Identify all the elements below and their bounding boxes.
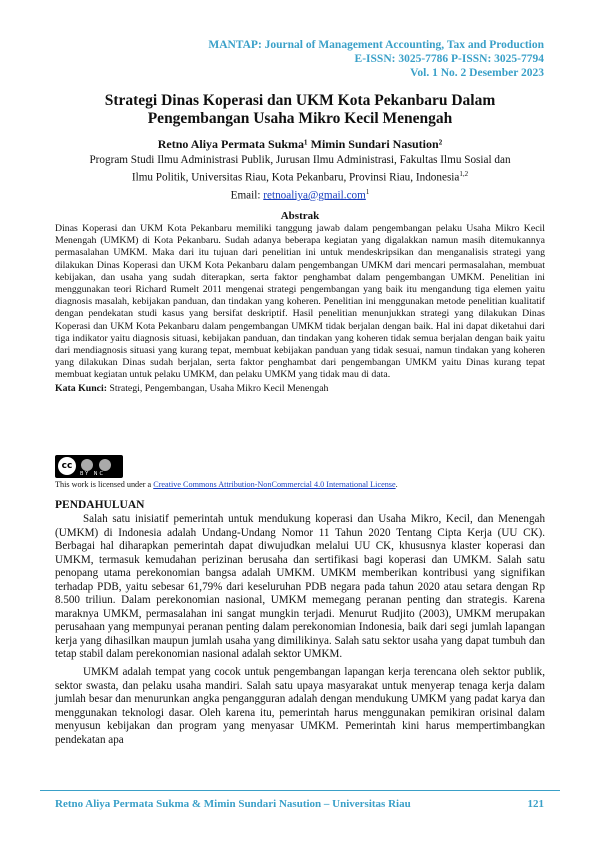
cc-license-badge[interactable]: [55, 455, 123, 478]
journal-name: MANTAP: Journal of Management Accounting, Tax and Production: [208, 39, 544, 51]
title-line-2: Pengembangan Usaha Mikro Kecil Menengah: [147, 110, 453, 127]
license-line: [55, 480, 398, 489]
abstract: [55, 223, 545, 395]
journal-header: [208, 38, 544, 80]
authors: Retno Aliya Permata Sukma¹ Mimin Sundari Nasution²: [157, 137, 443, 151]
paragraph-2: UMKM adalah tempat yang cocok untuk pengembangan lapangan kerja terencana oleh sektor publik, sektor swasta, dan pelaku usaha mandiri. Salah satu upaya masyarakat untuk menyerap tenaga kerja dalam jumlah besar dan menurunkan angka pengangguran adalah dengan mendukung UMKM yang padat karya dan menggunakan teknologi dasar. Oleh karena itu, pemerintah harus menggunakan pemikiran orisinal dalam menyusun kebijakan dan program yang menyasar UMKM. Pemerintah kini harus mempertimbangkan pendekatan apa: [55, 666, 545, 746]
by-icon: [81, 459, 93, 471]
title-line-1: Strategi Dinas Koperasi dan UKM Kota Pekanbaru Dalam: [104, 92, 496, 109]
affiliation: [55, 153, 545, 202]
body-text: [55, 513, 545, 751]
email-line: [55, 185, 545, 203]
license-text: This work is licensed under a: [55, 480, 154, 489]
cc-badge-labels: BY NC: [80, 471, 106, 477]
license-link[interactable]: Creative Commons Attribution-NonCommercial 4.0 International License: [153, 480, 396, 489]
abstract-text: Dinas Koperasi dan UKM Kota Pekanbaru memiliki tanggung jawab dalam pengembangan pelaku Usaha Mikro Kecil Menengah (UMKM) di Kota Pekanbaru. Sudah adanya beberapa kegiatan yang digalakkan namun masih ditemukannya permasalahan UMKM. Maka dari itu tujuan dari penelitian ini untuk mendeskripsikan dan menganalisis strategi yang dilakukan Dinas Koperasi dan UKM Kota Pekanbaru dalam pengembangan UMKM dari mencari permasalahan, membuat kebijakan, dan usaha yang sudah diterapkan, serta faktor penghambat dalam pengembangan UMKM. Penelitian ini menggunakan teori Richard Rumelt 2011 mengenai strategi pengembangan yang baik itu mengandung tiga elemen yaitu diagnosis masalah, kebijakan panduan, dan tindakan yang koheren. Penelitian ini menggunakan metode penelitian kualitatif dengan pendekatan studi kasus yang bersifat deskriptif. Hasil penelitian menunjukkan strategi yang dilakukan Dinas Koperasi dan UKM Kota Pekanbaru dalam pengembangan UMKM tidak berjalan dengan baik. Hal ini dapat diketahui dari tiga indikator yaitu diagnosis situasi, kebijakan panduan, dan tindakan yang koheren tidak semua berjalan dengan baik yaitu dari mendiagnosis situasi yang kurang tepat, membuat kebijakan panduan yang tidak sesuai, namun tindakan yang koheren yang dilakukan Dinas sudah berjalan, serta faktor penghambat dari pengembangan UMKM yaitu Dinas kurang tepat membuat kegiatan untuk pelaku UMKM, dan pelaku UMKM yang tidak mau di data.: [55, 223, 545, 381]
keywords-text: Strategi, Pengembangan, Usaha Mikro Kecil Menengah: [106, 382, 329, 394]
page-number: 121: [527, 798, 544, 810]
email-sup: 1: [365, 187, 370, 196]
abstract-heading: Abstrak: [280, 210, 320, 222]
email-label: Email:: [230, 189, 264, 202]
keywords-label: Kata Kunci:: [55, 382, 107, 394]
footer-rule: [40, 790, 560, 791]
email-link[interactable]: retnoaliya@gmail.com: [263, 189, 366, 202]
license-end: .: [395, 480, 398, 489]
cc-icon: cc: [58, 457, 76, 475]
footer-authors: Retno Aliya Permata Sukma & Mimin Sundari Nasution – Universitas Riau: [55, 798, 411, 810]
affiliation-line-1: Program Studi Ilmu Administrasi Publik, Jurusan Ilmu Administrasi, Fakultas Ilmu Sosial dan: [89, 154, 511, 166]
paragraph-1: Salah satu inisiatif pemerintah untuk mendukung koperasi dan Usaha Mikro, Kecil, dan Menengah (UMKM) di Indonesia adalah Undang-Undang Nomor 11 Tahun 2020 Tentang Cipta Kerja (UU CK). Berbagai hal diharapkan pemerintah dapat diwujudkan melalui UU CK, khususnya klaster koperasi dan UMKM, termasuk kemudahan perizinan berusaha dan sertifikasi bagi koperasi dan UMKM. Salah satu penopang utama perekonomian bangsa adalah UMKM. UMKM memberikan kontribusi yang signifikan terhadap PDB, yaitu sebesar 61,79% dari keseluruhan PDB negara pada tahun 2020 atau setara dengan Rp 8.500 triliun. Dalam perekonomian nasional, UMKM memegang peranan penting dan strategis. Karena maraknya UMKM, permasalahan ini sangat mungkin terjadi. Menurut Rudjito (2003), UMKM merupakan perusahaan yang mempunyai peranan penting dalam perekonomian Indonesia, baik dari segi jumlah lapangan kerja yang dihasilkan maupun jumlah usaha yang dimilikinya. Salah satu sektor usaha yang dapat tumbuh dan tetap stabil dalam perekonomian nasional adalah sektor UMKM.: [55, 513, 545, 661]
section-heading: PENDAHULUAN: [55, 499, 145, 511]
affiliation-line-2: Ilmu Politik, Universitas Riau, Kota Pekanbaru, Provinsi Riau, Indonesia: [131, 171, 460, 184]
affiliation-sup: 1,2: [459, 170, 469, 178]
paper-title: [40, 92, 560, 128]
journal-issn: E-ISSN: 3025-7786 P-ISSN: 3025-7794: [354, 53, 544, 65]
journal-volume: Vol. 1 No. 2 Desember 2023: [410, 67, 544, 79]
nc-icon: [99, 459, 111, 471]
keywords: [55, 383, 545, 395]
